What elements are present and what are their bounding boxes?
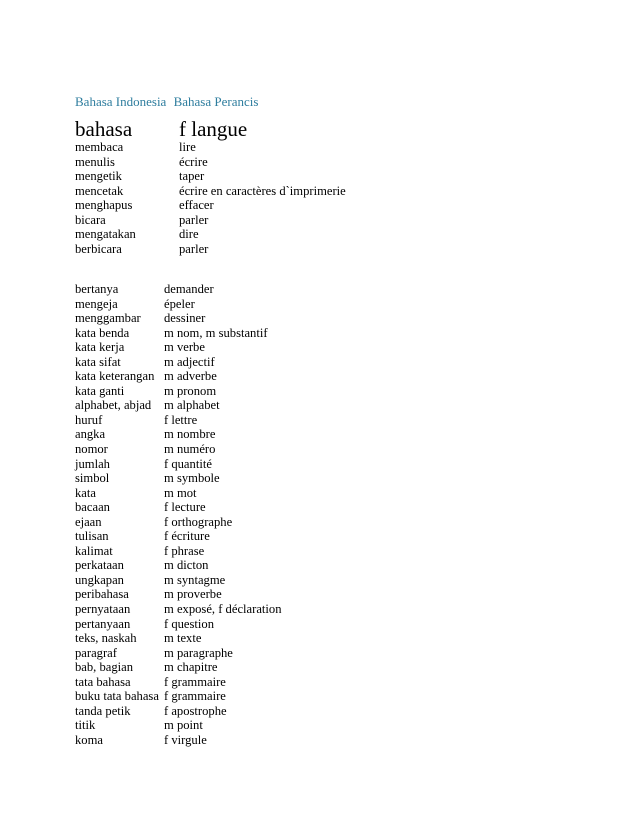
french-word: f phrase: [164, 543, 205, 558]
french-word: parler: [179, 241, 209, 256]
indonesian-word: tulisan: [75, 529, 109, 544]
french-word: dessiner: [164, 311, 206, 326]
french-word: écrire en caractères d`imprimerie: [179, 183, 346, 198]
french-word: m chapitre: [164, 660, 218, 675]
french-word: m verbe: [164, 340, 205, 355]
indonesian-word: kata ganti: [75, 383, 125, 398]
french-word: dire: [179, 227, 199, 242]
indonesian-word: kata sifat: [75, 354, 121, 369]
indonesian-word: pernyataan: [75, 602, 131, 617]
indonesian-word: koma: [75, 732, 103, 747]
indonesian-word: perkataan: [75, 558, 124, 573]
indonesian-word: menghapus: [75, 198, 133, 213]
column-header-row: [75, 94, 258, 110]
indonesian-word: bacaan: [75, 500, 110, 515]
french-word: f apostrophe: [164, 703, 227, 718]
indonesian-word: kata kerja: [75, 340, 125, 355]
french-word: m syntagme: [164, 572, 226, 587]
french-word: m symbole: [164, 471, 220, 486]
indonesian-word: kata: [75, 485, 96, 500]
french-word: f orthographe: [164, 514, 233, 529]
french-word: f écriture: [164, 529, 210, 544]
french-word: m paragraphe: [164, 645, 233, 660]
french-word: f lecture: [164, 500, 206, 515]
french-word: effacer: [179, 198, 214, 213]
french-word: m alphabet: [164, 398, 220, 413]
title-word-french: f langue: [179, 117, 248, 141]
french-word: f virgule: [164, 732, 207, 747]
french-word: m nombre: [164, 427, 216, 442]
french-word: f quantité: [164, 456, 212, 471]
french-word: m point: [164, 718, 203, 733]
indonesian-word: ungkapan: [75, 572, 124, 587]
french-word: m pronom: [164, 383, 217, 398]
indonesian-word: angka: [75, 427, 106, 442]
french-word: m adjectif: [164, 354, 215, 369]
column-header-french: Bahasa Perancis: [173, 94, 259, 109]
french-word: parler: [179, 212, 209, 227]
indonesian-word: kata benda: [75, 325, 130, 340]
indonesian-word: menulis: [75, 154, 115, 169]
indonesian-word: buku tata bahasa: [75, 689, 159, 704]
indonesian-word: bab, bagian: [75, 660, 134, 675]
indonesian-word: bicara: [75, 212, 106, 227]
indonesian-word: alphabet, abjad: [75, 398, 152, 413]
french-word: m numéro: [164, 442, 216, 457]
french-word: écrire: [179, 154, 208, 169]
indonesian-word: teks, naskah: [75, 631, 137, 646]
indonesian-word: pertanyaan: [75, 616, 131, 631]
indonesian-word: peribahasa: [75, 587, 129, 602]
column-header-indonesian: Bahasa Indonesia: [75, 94, 167, 109]
french-word: f lettre: [164, 412, 198, 427]
indonesian-word: paragraf: [75, 645, 117, 660]
french-word: demander: [164, 282, 214, 296]
indonesian-word: jumlah: [75, 456, 110, 471]
indonesian-word: mengeja: [75, 296, 118, 311]
indonesian-word: menggambar: [75, 311, 141, 326]
french-word: lire: [179, 140, 196, 154]
french-word: m texte: [164, 631, 202, 646]
indonesian-word: kalimat: [75, 543, 113, 558]
title-word-indonesian: bahasa: [75, 117, 133, 141]
indonesian-word: bertanya: [75, 282, 119, 296]
indonesian-word: simbol: [75, 471, 110, 486]
french-word: m exposé, f déclaration: [164, 602, 282, 617]
indonesian-word: mengatakan: [75, 227, 136, 242]
indonesian-word: membaca: [75, 140, 124, 154]
french-word: m adverbe: [164, 369, 217, 384]
french-word: m mot: [164, 485, 197, 500]
indonesian-word: berbicara: [75, 241, 122, 256]
french-word: m nom, m substantif: [164, 325, 268, 340]
indonesian-word: huruf: [75, 412, 103, 427]
indonesian-word: tanda petik: [75, 703, 131, 718]
french-word: épeler: [164, 296, 195, 311]
indonesian-word: nomor: [75, 442, 108, 457]
indonesian-word: mencetak: [75, 183, 124, 198]
indonesian-word: tata bahasa: [75, 674, 131, 689]
french-word: f question: [164, 616, 215, 631]
french-word: m proverbe: [164, 587, 222, 602]
french-word: taper: [179, 169, 205, 184]
french-word: f grammaire: [164, 674, 226, 689]
french-word: m dicton: [164, 558, 209, 573]
indonesian-word: titik: [75, 718, 96, 733]
indonesian-word: mengetik: [75, 169, 122, 184]
indonesian-word: kata keterangan: [75, 369, 155, 384]
indonesian-word: ejaan: [75, 514, 102, 529]
french-word: f grammaire: [164, 689, 226, 704]
